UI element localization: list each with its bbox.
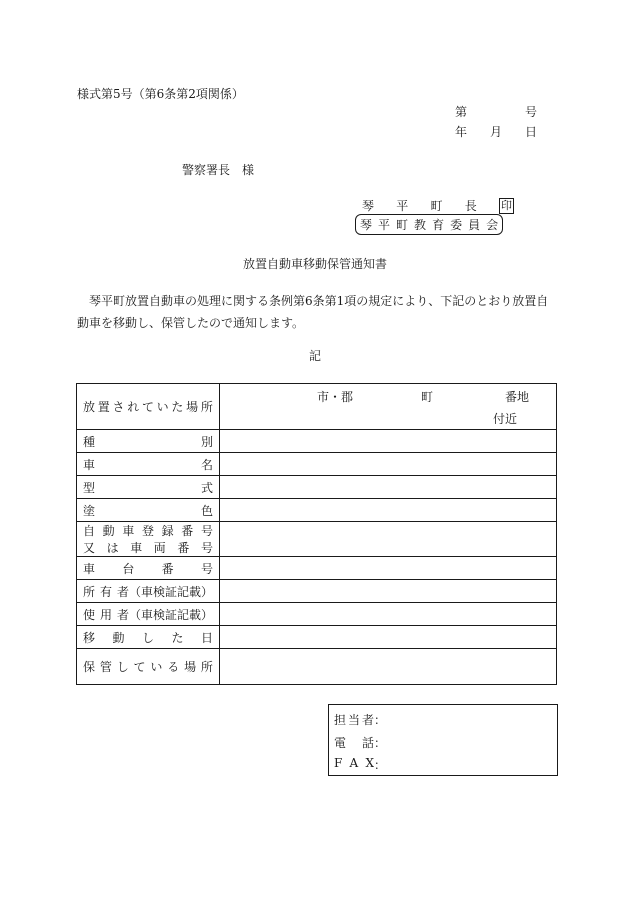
label-char: 車 (130, 541, 143, 555)
label-char: 者（車検証記載） (116, 584, 213, 599)
row-label (77, 430, 220, 453)
label-char: 両 (153, 541, 166, 555)
contact-person-row[interactable] (334, 711, 386, 728)
label-char: 番 (177, 541, 190, 555)
details-table (76, 383, 557, 685)
row-label (77, 522, 220, 557)
colon: ： (374, 758, 387, 772)
board-char: 琴 (360, 218, 373, 232)
vicinity-label: 付近 (493, 411, 518, 426)
label-char: 所 (83, 584, 96, 599)
date-day: 日 (524, 125, 537, 139)
label-char: 番 (161, 561, 174, 576)
contact-fax-row[interactable] (334, 756, 386, 773)
label-char: い (150, 660, 163, 674)
value-cell[interactable] (220, 649, 557, 685)
ki-heading: 記 (308, 349, 321, 363)
label-char: 担 (334, 713, 347, 727)
row-label (77, 603, 220, 626)
table-row (77, 649, 557, 685)
label-char: 型 (83, 480, 96, 495)
label-char: F (334, 756, 343, 770)
board-char: 育 (432, 218, 445, 232)
label-char: 車 (83, 561, 96, 576)
table-row (77, 626, 557, 649)
label-char: 号 (200, 541, 213, 555)
value-cell[interactable] (220, 557, 557, 580)
row-label (77, 557, 220, 580)
label-char: 者 (361, 713, 374, 727)
label-char: 管 (99, 660, 112, 674)
number-prefix: 第 (455, 105, 468, 119)
label-char: 放 (83, 400, 96, 414)
label-char: 車 (122, 524, 135, 538)
label-char: し (141, 630, 154, 645)
table-row (77, 557, 557, 580)
label-char: 電 (334, 736, 347, 750)
label-char: 録 (161, 524, 174, 538)
location-value-cell[interactable] (220, 384, 557, 430)
label-char: 所 (200, 660, 213, 674)
value-cell[interactable] (220, 430, 557, 453)
sender-char: 琴 (362, 199, 375, 213)
sender-mayor (362, 197, 514, 214)
value-cell[interactable] (220, 499, 557, 522)
label-char: 式 (200, 480, 213, 495)
value-cell[interactable] (220, 522, 557, 557)
sender-board (355, 214, 503, 235)
lot-label: 番地 (505, 389, 530, 404)
value-cell[interactable] (220, 476, 557, 499)
form-id: 様式第5号（第6条第2項関係） (77, 87, 244, 101)
row-label (77, 580, 220, 603)
colon: ： (374, 713, 387, 727)
label-char: 号 (200, 561, 213, 576)
date-year: 年 (455, 125, 468, 139)
label-char: 番 (181, 524, 194, 538)
number-suffix: 号 (524, 105, 537, 119)
addressee-honorific: 様 (242, 163, 255, 177)
row-label (77, 453, 220, 476)
contact-box (328, 704, 558, 776)
label-char: た (171, 630, 184, 645)
label-char: 塗 (83, 503, 96, 518)
label-char: 動 (102, 524, 115, 538)
row-label (77, 499, 220, 522)
town-label: 町 (421, 389, 434, 404)
label-char: 車 (83, 457, 96, 472)
label-char: X (365, 756, 374, 770)
value-cell[interactable] (220, 453, 557, 476)
document-date (455, 123, 537, 140)
label-char: 当 (347, 713, 360, 727)
label-char: て (141, 400, 154, 414)
label-char: 所 (200, 400, 213, 414)
sender-char: 町 (430, 199, 443, 213)
board-char: 町 (396, 218, 409, 232)
seal-mark: 印 (501, 198, 512, 212)
label-char: 自 (83, 524, 96, 538)
colon: ： (374, 736, 387, 750)
table-row (77, 499, 557, 522)
document-title: 放置自動車移動保管通知書 (242, 257, 387, 271)
label-char: 置 (97, 400, 110, 414)
date-month: 月 (489, 125, 502, 139)
addressee (182, 161, 254, 178)
label-char: 有 (99, 584, 112, 599)
row-label (77, 476, 220, 499)
city-label: 市・郡 (317, 389, 354, 404)
value-cell[interactable] (220, 580, 557, 603)
table-row (77, 453, 557, 476)
label-char: る (167, 660, 180, 674)
value-cell[interactable] (220, 626, 557, 649)
label-char: 台 (122, 561, 135, 576)
row-label (77, 384, 220, 430)
row-label (77, 649, 220, 685)
label-char: 使 (83, 607, 96, 622)
label-char: 色 (200, 503, 213, 518)
label-char: 動 (112, 630, 125, 645)
label-char: 又 (83, 541, 96, 555)
table-row (77, 384, 557, 430)
row-label (77, 626, 220, 649)
label-char: 号 (200, 524, 213, 538)
label-char: 名 (200, 457, 213, 472)
board-char: 員 (468, 218, 481, 232)
board-char: 教 (414, 218, 427, 232)
board-char: 平 (378, 218, 391, 232)
table-row (77, 430, 557, 453)
label-char: 別 (200, 434, 213, 449)
label-char: A (349, 756, 359, 770)
label-char: た (171, 400, 184, 414)
value-cell[interactable] (220, 603, 557, 626)
addressee-name: 警察署長 (182, 163, 231, 177)
body-text: 琴平町放置自動車の処理に関する条例第6条第1項の規定により、下記のとおり放置自動車を移動し、保管したので通知します。 (77, 294, 549, 330)
label-char: さ (112, 400, 125, 414)
label-char: 話 (361, 736, 374, 750)
label-char: 日 (200, 630, 213, 645)
label-char: は (106, 541, 119, 555)
sender-char: 長 (464, 199, 477, 213)
table-row (77, 476, 557, 499)
board-char: 会 (486, 218, 499, 232)
label-char: 種 (83, 434, 96, 449)
label-char: い (156, 400, 169, 414)
label-char: 移 (83, 630, 96, 645)
label-char: れ (127, 400, 140, 414)
document-number (455, 103, 537, 120)
table-row (77, 603, 557, 626)
sender-char: 平 (396, 199, 409, 213)
label-char: 用 (99, 607, 112, 622)
table-row (77, 580, 557, 603)
label-char: 場 (184, 660, 197, 674)
board-char: 委 (450, 218, 463, 232)
label-char: し (116, 660, 129, 674)
label-char: 保 (83, 660, 96, 674)
label-char: 者（車検証記載） (116, 607, 213, 622)
table-row (77, 522, 557, 557)
label-char: 登 (141, 524, 154, 538)
label-char: 場 (186, 400, 199, 414)
label-char: て (133, 660, 146, 674)
contact-phone-row[interactable] (334, 734, 386, 751)
